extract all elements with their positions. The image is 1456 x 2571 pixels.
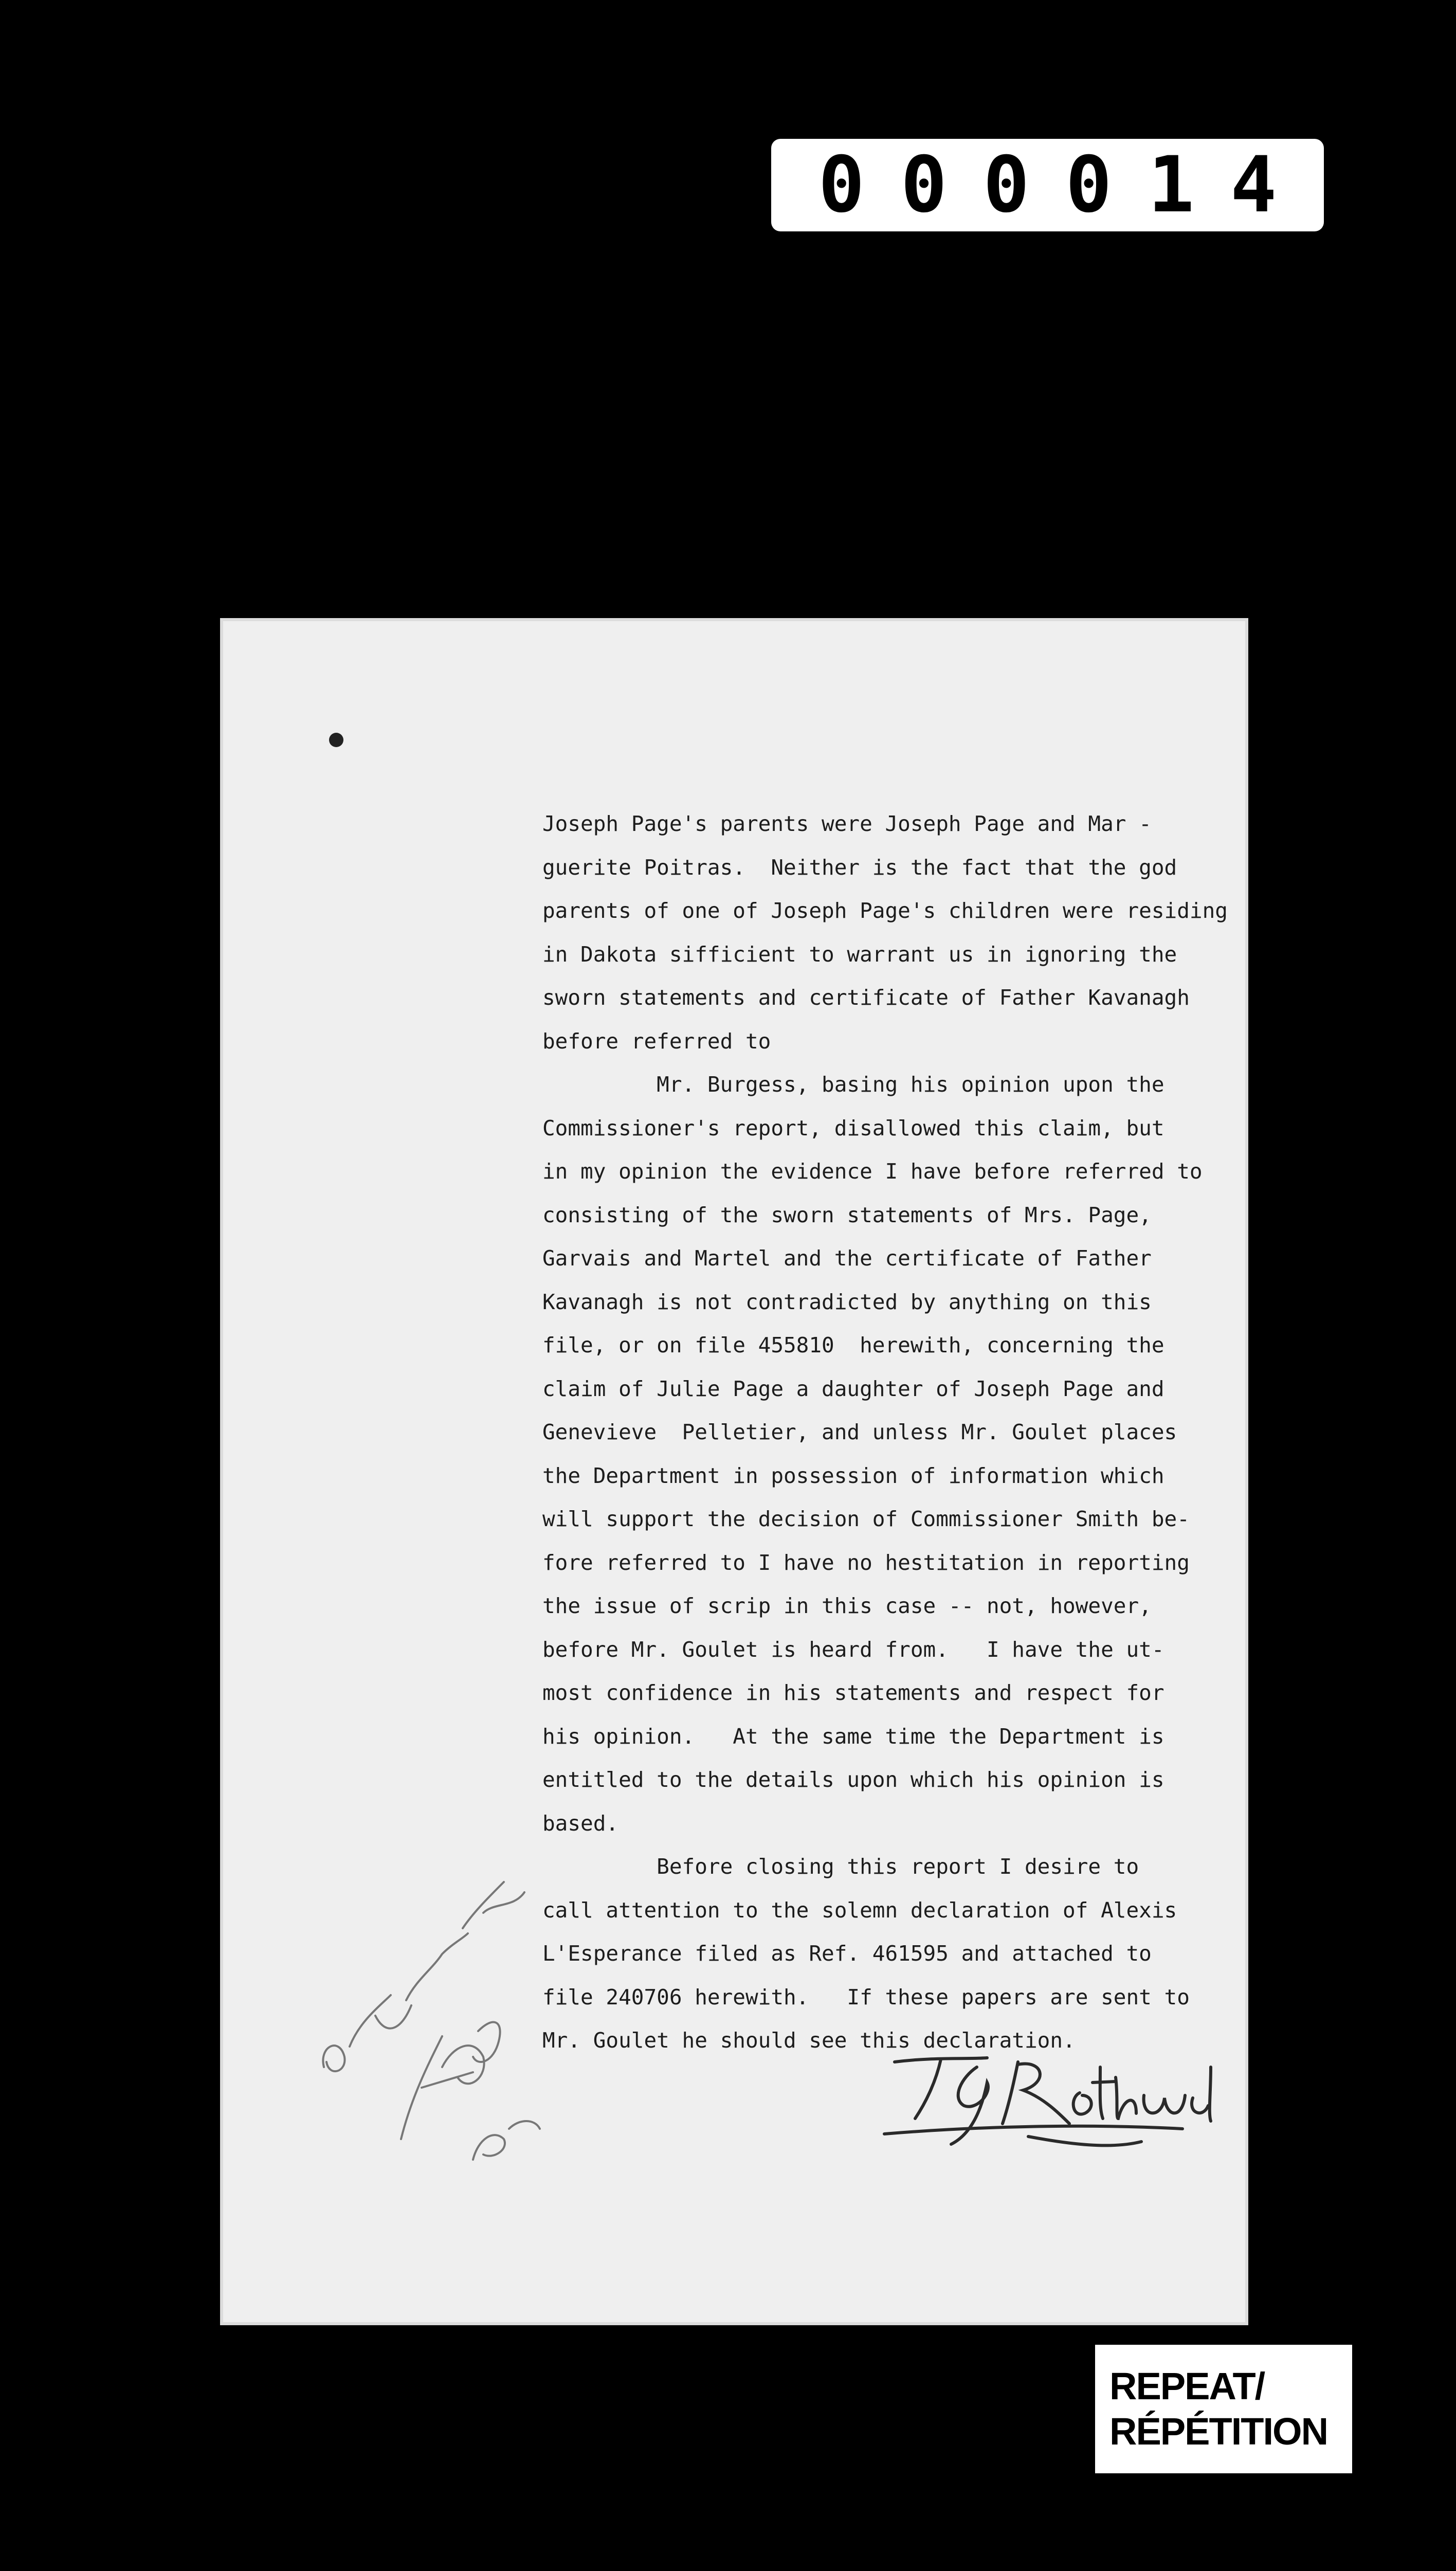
typed-letter-body: [542, 802, 1226, 2062]
letter-line: before referred to: [542, 1028, 771, 1054]
letter-line: fore referred to I have no hestitation in reporting: [542, 1550, 1190, 1575]
letter-line: guerite Poitras. Neither is the fact that the god: [542, 855, 1177, 880]
letter-line: the Department in possession of information which: [542, 1463, 1164, 1488]
letter-line: Before closing this report I desire to: [542, 1854, 1139, 1879]
letter-line: Kavanagh is not contradicted by anything on this: [542, 1289, 1152, 1314]
letter-line: Genevieve Pelletier, and unless Mr. Goulet places: [542, 1420, 1177, 1444]
letter-line: Garvais and Martel and the certificate of Father: [542, 1246, 1152, 1271]
frame-counter: [771, 139, 1324, 231]
letter-line: sworn statements and certificate of Father Kavanagh: [542, 985, 1190, 1010]
letter-line: before Mr. Goulet is heard from. I have the ut-: [542, 1637, 1164, 1662]
frame-number: 000014: [818, 140, 1313, 230]
letter-line: file, or on file 455810 herewith, concerning the: [542, 1333, 1164, 1357]
repeat-label-en: REPEAT/: [1109, 2365, 1265, 2407]
letter-line: his opinion. At the same time the Department is: [542, 1724, 1164, 1749]
letter-line: in my opinion the evidence I have before referred to: [542, 1159, 1203, 1184]
letter-line: based.: [542, 1810, 619, 1836]
letter-line: entitled to the details upon which his opinion is: [542, 1767, 1164, 1792]
letter-line: Mr. Burgess, basing his opinion upon the: [542, 1072, 1164, 1097]
letter-line: file 240706 herewith. If these papers are sent to: [542, 1984, 1190, 2009]
letter-line: Commissioner's report, disallowed this claim, but: [542, 1115, 1164, 1140]
repeat-label-fr: RÉPÉTITION: [1109, 2410, 1328, 2453]
handwritten-approval: [308, 1851, 596, 2185]
letter-line: claim of Julie Page a daughter of Joseph Page and: [542, 1376, 1164, 1401]
letter-line: most confidence in his statements and respect for: [542, 1680, 1164, 1705]
letter-line: parents of one of Joseph Page's children were residing: [542, 898, 1228, 923]
letter-line: in Dakota sifficient to warrant us in ignoring the: [542, 942, 1177, 967]
letter-line: Joseph Page's parents were Joseph Page and Mar -: [542, 811, 1152, 836]
letter-line: consisting of the sworn statements of Mrs. Page,: [542, 1202, 1152, 1227]
letter-line: call attention to the solemn declaration of Alexis: [542, 1897, 1177, 1923]
letter-line: L'Esperance filed as Ref. 461595 and attached to: [542, 1941, 1152, 1966]
repeat-label: [1095, 2345, 1352, 2473]
letter-line: Mr. Goulet he should see this declaration.: [542, 2028, 1076, 2053]
punch-hole: [329, 733, 343, 747]
letter-line: will support the decision of Commissioner Smith be-: [542, 1507, 1190, 1531]
handwritten-signature: [874, 2047, 1224, 2165]
letter-line: the issue of scrip in this case -- not, however,: [542, 1594, 1152, 1618]
